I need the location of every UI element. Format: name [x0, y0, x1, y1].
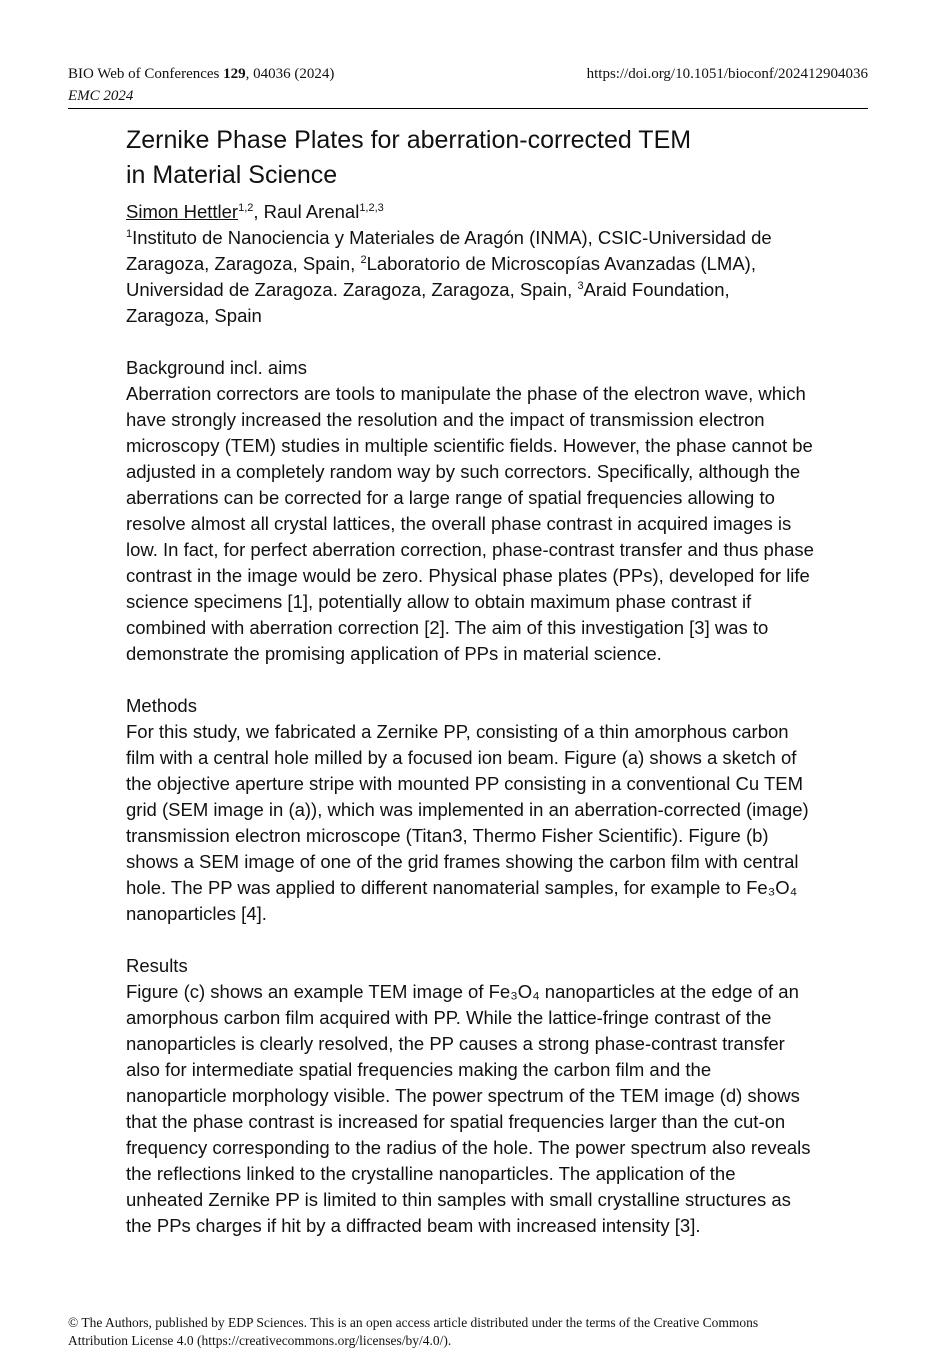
section-heading: Background incl. aims — [126, 357, 307, 378]
section-heading: Results — [126, 955, 188, 976]
section-heading: Methods — [126, 695, 197, 716]
author-affiliation-marker: 1,2,3 — [359, 202, 384, 214]
license-footer — [68, 1314, 868, 1350]
author-list — [126, 199, 816, 225]
affiliations — [126, 225, 816, 329]
affiliation-text: Laboratorio de Microscopías Avanzadas (LMA), Universidad de Zaragoza. Zaragoza, Zaragoza, Spain, — [126, 253, 756, 300]
section-paragraph: Aberration correctors are tools to manipulate the phase of the electron wave, which have strongly increased the resolution and the impact of transmission electron microscopy (TEM) studies in multiple scientific fields. However, the phase cannot be adjusted in a completely random way by such correctors. Specifically, although the aberrations can be corrected for a large range of spatial frequencies allowing to resolve almost all crystal lattices, the overall phase contrast in acquired images is low. In fact, for perfect aberration correction, phase-contrast transfer and thus phase contrast in the image would be zero. Physical phase plates (PPs), developed for life science specimens [1], potentially allow to obtain maximum phase contrast if combined with aberration correction [2]. The aim of this investigation [3] was to demonstrate the promising application of PPs in material science. — [126, 383, 814, 664]
title-line-2: in Material Science — [126, 161, 338, 189]
section-background — [126, 355, 816, 667]
section-paragraph: Figure (c) shows an example TEM image of Fe₃O₄ nanoparticles at the edge of an amorphous carbon film acquired with PP. While the lattice-fringe contrast of the nanoparticles is clearly resolved, the PP causes a strong phase-contrast transfer also for intermediate spatial frequencies making the carbon film and the nanoparticle morphology visible. The power spectrum of the TEM image (d) shows that the phase contrast is increased for spatial frequencies larger than the cut-on frequency corresponding to the radius of the hole. The power spectrum also reveals the reflections linked to the crystalline nanoparticles. The application of the unheated Zernike PP is limited to thin samples with small crystalline structures as the PPs charges if hit by a diffracted beam with increased intensity [3]. — [126, 981, 811, 1236]
affiliation-marker: 1 — [126, 228, 133, 240]
journal-volume: 129 — [223, 66, 246, 82]
author-presenting: Simon Hettler — [126, 201, 239, 222]
journal-name: BIO Web of Conferences — [68, 66, 224, 82]
section-methods — [126, 693, 816, 927]
article-body — [126, 123, 816, 1239]
author: Raul Arenal — [263, 201, 360, 222]
affiliation-text: Araid Foundation, Zaragoza, Spain — [126, 279, 730, 326]
journal-article-year: , 04036 (2024) — [245, 66, 335, 82]
affiliation-marker: 2 — [360, 254, 367, 266]
license-line: Attribution License 4.0 (https://creativecommons.org/licenses/by/4.0/). — [68, 1333, 452, 1348]
journal-citation — [68, 64, 334, 85]
affiliation-marker: 3 — [577, 280, 584, 292]
title-line-1: Zernike Phase Plates for aberration-corrected TEM — [126, 126, 692, 154]
section-results — [126, 953, 816, 1239]
doi-link[interactable]: https://doi.org/10.1051/bioconf/202412904036 — [586, 66, 868, 82]
paper-title — [126, 123, 816, 193]
author-affiliation-marker: 1,2 — [238, 202, 254, 214]
conference-name: EMC 2024 — [68, 88, 134, 104]
header-divider — [68, 108, 868, 109]
license-line: © The Authors, published by EDP Sciences. This is an open access article distributed under the terms of the Creative Commons — [68, 1315, 759, 1330]
author-separator: , — [253, 201, 264, 222]
affiliation-text: Instituto de Nanociencia y Materiales de Aragón (INMA), CSIC-Universidad de Zaragoza, Zaragoza, Spain, — [126, 227, 772, 274]
section-paragraph: For this study, we fabricated a Zernike PP, consisting of a thin amorphous carbon film with a central hole milled by a focused ion beam. Figure (a) shows a sketch of the objective aperture stripe with mounted PP consisting in a conventional Cu TEM grid (SEM image in (a)), which was implemented in an aberration-corrected (image) transmission electron microscope (Titan3, Thermo Fisher Scientific). Figure (b) shows a SEM image of one of the grid frames showing the carbon film with central hole. The PP was applied to different nanomaterial samples, for example to Fe₃O₄ nanoparticles [4]. — [126, 721, 809, 924]
